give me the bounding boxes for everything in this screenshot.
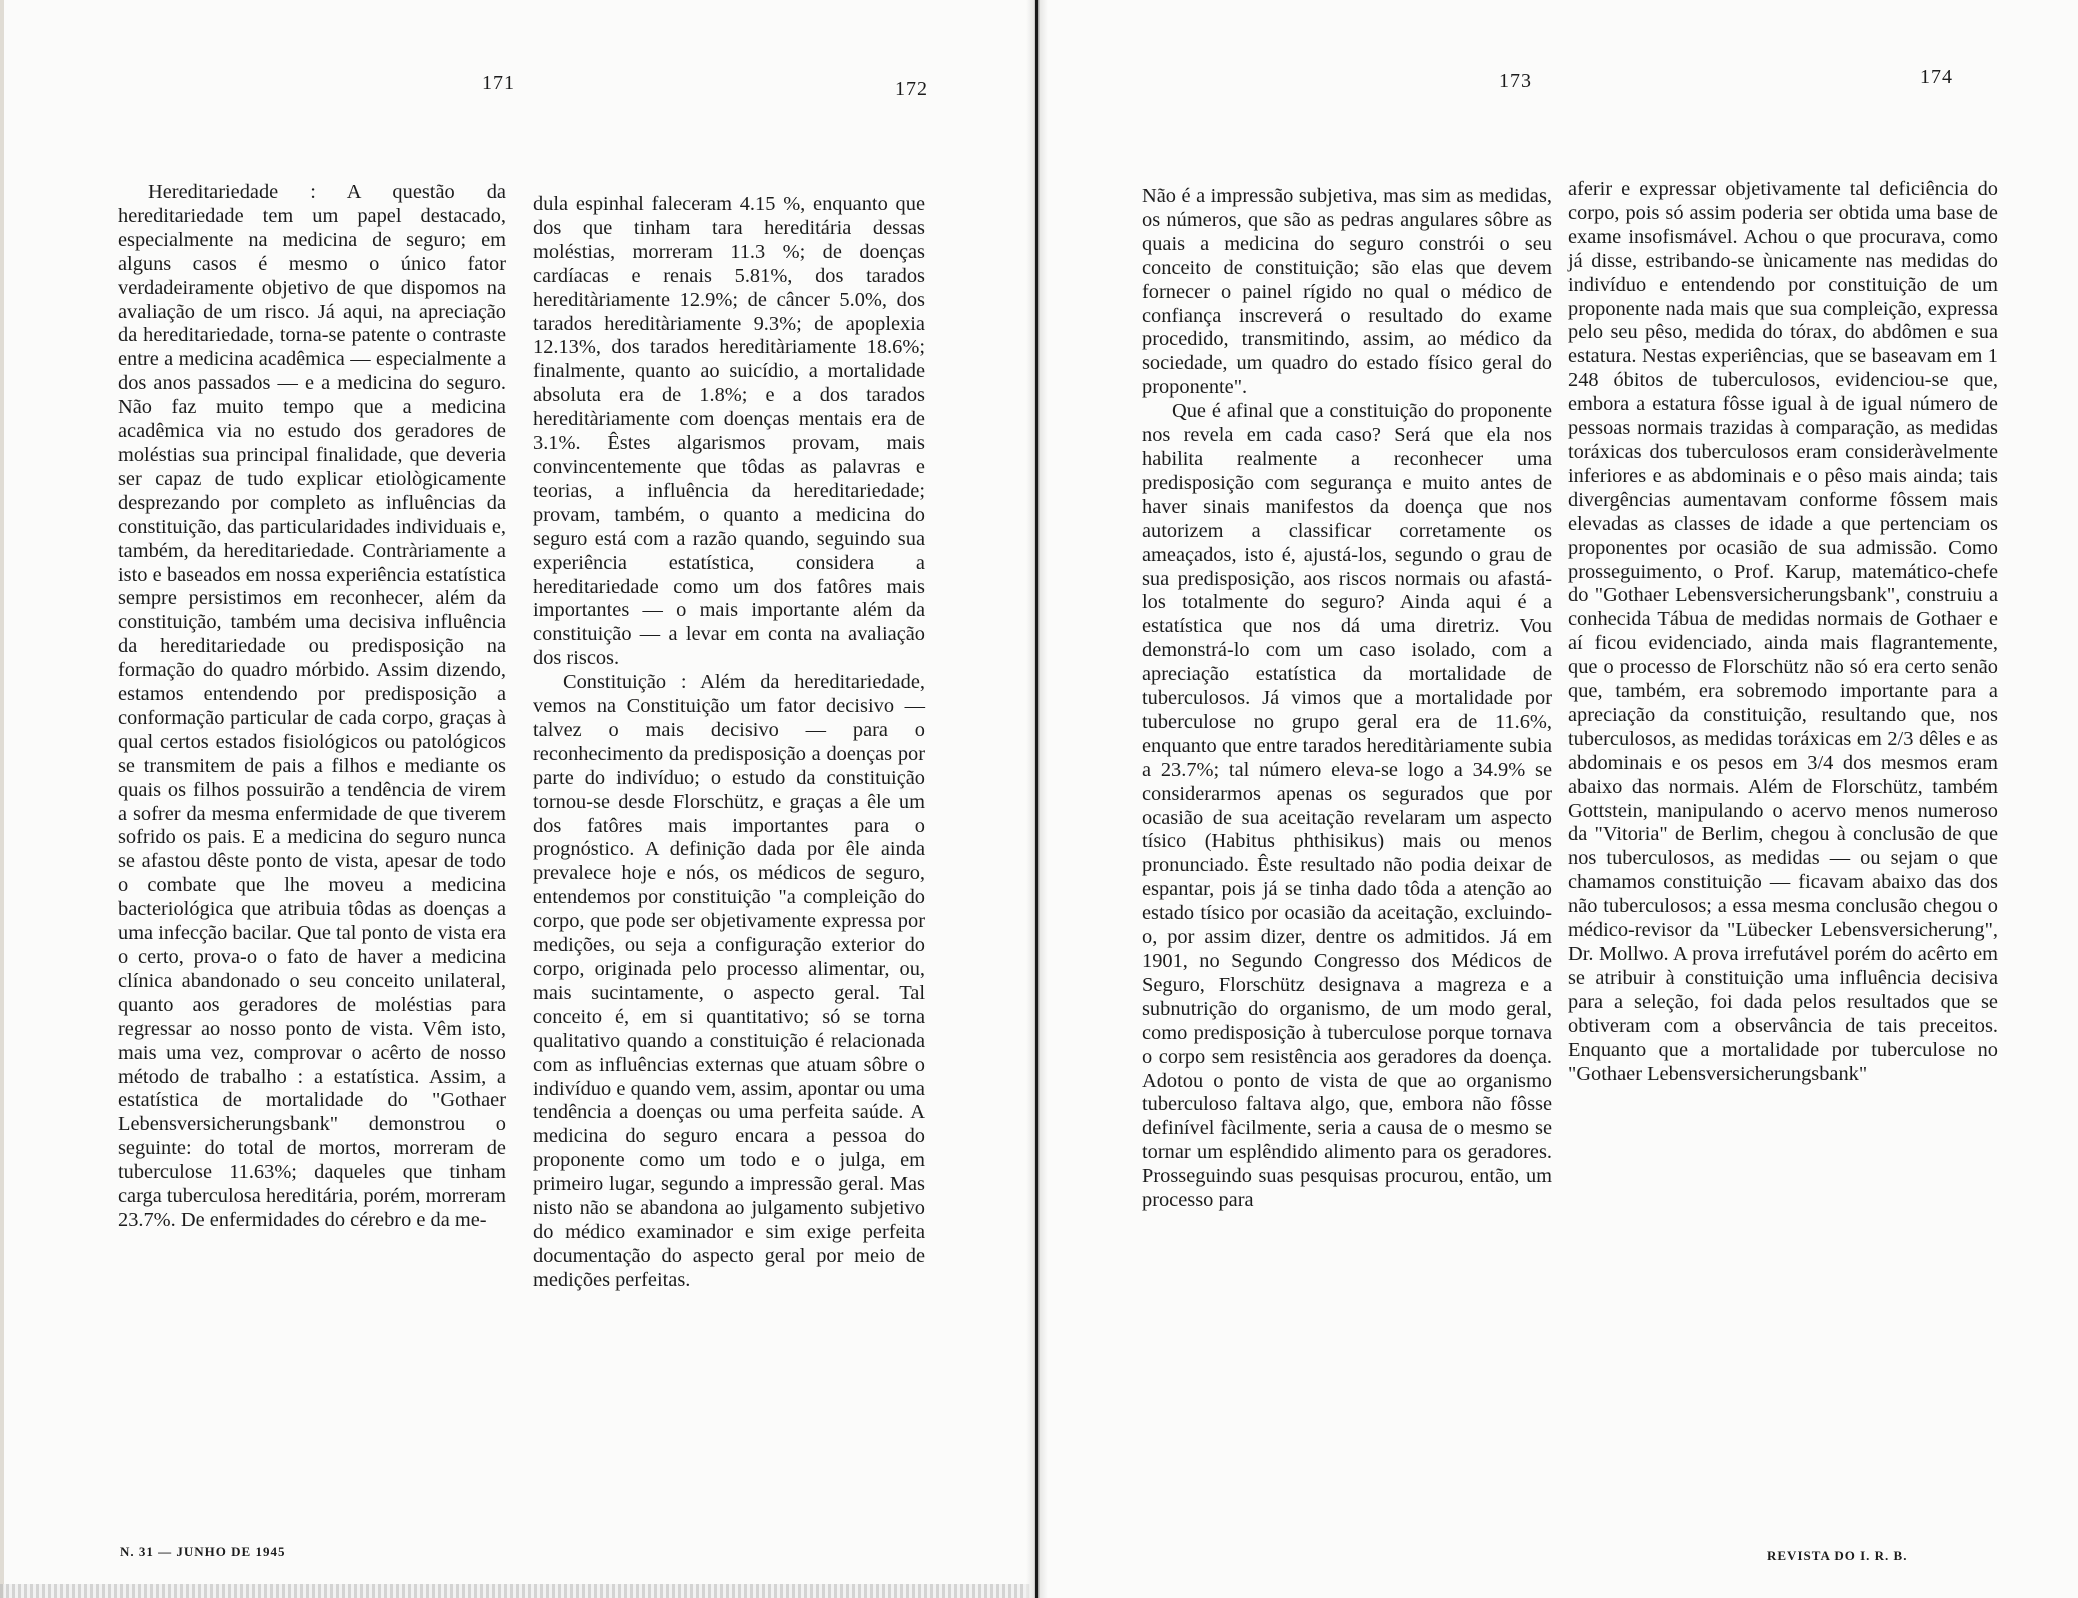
right-page-column-1 bbox=[1142, 185, 1552, 1213]
page-number-174: 174 bbox=[1920, 66, 1953, 88]
paragraph-continuation: dula espinhal faleceram 4.15 %, enquanto que dos que tinham tara hereditária dessas moléstias, morreram 11.3 %; de doenças cardíacas e renais 5.81%, dos tarados hereditàriamente 12.9%; de câncer 5.0%, dos tarados hereditàriamente 9.3%; de apoplexia 12.13%, dos tarados hereditàriamente 18.6%; finalmente, quanto ao suicídio, a mortalidade absoluta era de 1.8%; e a dos tarados hereditàriamente com doenças mentais era de 3.1%. Êstes algarismos provam, mais convincentemente que tôdas as palavras e teorias, a influência da hereditariedade; provam, também, o quanto a medicina do seguro está com a razão quando, seguindo sua experiência estatística, considera a hereditariedade como um dos fatôres mais importantes — o mais importante além da constituição — a levar em conta na avaliação dos riscos. bbox=[533, 193, 925, 670]
page-bottom-edge bbox=[0, 1584, 1030, 1598]
paragraph-hereditariedade: Hereditariedade : A questão da hereditariedade tem um papel destacado, especialmente na medicina de seguro; em alguns casos é mesmo o único fator verdadeiramente objetivo de que dispomos na avaliação de um risco. Já aqui, na apreciação da hereditariedade, torna-se patente o contraste entre a medicina acadêmica — especialmente a dos anos passados — e a medicina do seguro. Não faz muito tempo que a medicina acadêmica via no estudo dos geradores de moléstias sua principal finalidade, que deveria ser capaz de tudo explicar etiològicamente desprezando por completo as influências da constituição, das particularidades individuais e, também, da hereditariedade. Contràriamente a isto e baseados em nossa experiência estatística sempre persistimos em reconhecer, além da constituição, também uma decisiva influência da hereditariedade ou predisposição na formação do quadro mórbido. Assim dizendo, estamos entendendo por predisposição a conformação particular de cada corpo, graças à qual certos estados fisiológicos ou patológicos se transmitem de pais a filhos e mediante os quais os filhos possuirão a tendência de virem a sofrer da mesma enfermidade de que tiverem sofrido os pais. E a medicina do seguro nunca se afastou dêste ponto de vista, apesar de todo o combate que lhe moveu a medicina bacteriológica que atribuia tôdas as doenças a uma infecção bacilar. Que tal ponto de vista era o certo, prova-o o fato de haver a medicina clínica abandonado o seu conceito unilateral, quanto aos geradores de moléstias para regressar ao nosso ponto de vista. Vêm isto, mais uma vez, comprovar o acêrto de nosso método de trabalho : a estatística. Assim, a estatística de mortalidade do "Gothaer Lebensversicherungsbank" demonstrou o seguinte: do total de mortos, morreram de tuberculose 11.63%; daqueles que tinham carga tuberculosa hereditária, porém, morreram 23.7%. De enfermidades do cérebro e da me- bbox=[118, 181, 506, 1231]
page-number-172: 172 bbox=[895, 78, 928, 100]
paragraph-aferir: aferir e expressar objetivamente tal deficiência do corpo, pois só assim poderia ser obtida uma base de exame insofismável. Achou o que procurava, como já disse, estribando-se ùnicamente nas medidas do indivíduo e entendendo por constituição de um proponente nada mais que sua compleição, expressa pelo seu pêso, medida do tórax, do abdômen e sua estatura. Nestas experiências, que se baseavam em 1 248 óbitos de tuberculosos, evidenciou-se que, embora a estatura fôsse igual à de igual número de pessoas normais trazidas à comparação, as medidas toráxicas dos tuberculosos eram consideràvelmente inferiores e as abdominais e o pêso mais ainda; tais divergências aumentavam conforme fôssem mais elevadas as classes de idade a que pertenciam os proponentes por ocasião de sua admissão. Como prosseguimento, o Prof. Karup, matemático-chefe do "Gothaer Lebensversicherungsbank", construiu a conhecida Tábua de medidas normais de Gothaer e aí ficou evidenciado, ainda mais flagrantemente, que o processo de Florschütz não só era certo senão que, também, era sobremodo importante para a apreciação da constituição, resultando que, nos tuberculosos, as medidas toráxicas em 2/3 dêles e as abdominais e os pesos em 3/4 dos mesmos eram abaixo das normais. Além de Florschütz, também Gottstein, manipulando o acervo menos numeroso da "Vitoria" de Berlim, chegou à conclusão de que nos tuberculosos, as medidas — ou sejam o que chamamos constituição — ficavam abaixo das dos não tuberculosos; a essa mesma conclusão chegou o médico-revisor da "Lübecker Lebensversicherung", Dr. Mollwo. A prova irrefutável porém do acêrto em se atribuir à constituição uma influência decisiva para a seleção, foi dada pelos resultados que se obtiveram com a observância de tais preceitos. Enquanto que a mortalidade por tuberculose no "Gothaer Lebensversicherungsbank" bbox=[1568, 178, 1998, 1085]
page-number-171: 171 bbox=[482, 72, 515, 94]
right-footer: REVISTA DO I. R. B. bbox=[1767, 1548, 1908, 1563]
left-page-column-1 bbox=[118, 181, 506, 1233]
paragraph-constituicao: Constituição : Além da hereditariedade, vemos na Constituição um fator decisivo — talvez o mais decisivo — para o reconhecimento da predisposição a doenças por parte do indivíduo; o estudo da constituição tornou-se desde Florschütz, e graças a êle um dos fatôres mais importantes para o prognóstico. A definição dada por êle ainda prevalece hoje e nós, os médicos de seguro, entendemos por constituição "a compleição do corpo, que pode ser objetivamente expressa por medições, ou seja a configuração exterior do corpo, originada pelo processo alimentar, ou, mais sucintamente, o aspecto geral. Tal conceito é, em si quantitativo; só se torna qualitativo quando a constituição é relacionada com as influências externas que atuam sôbre o indivíduo e quando vem, assim, apontar ou uma tendência a doenças ou uma perfeita saúde. A medicina do seguro encara a pessoa do proponente como um todo e o julga, em primeiro lugar, segundo a impressão geral. Mas nisto não se abandona ao julgamento subjetivo do médico examinador e sim exige perfeita documentação do aspecto geral por meio de medições perfeitas. bbox=[533, 671, 925, 1291]
paragraph-continuation: Não é a impressão subjetiva, mas sim as medidas, os números, que são as pedras angulares sôbre as quais a medicina do seguro constrói o seu conceito de constituição; são elas que devem fornecer o painel rígido no qual o médico de confiança inscreverá o resultado do exame procedido, transmitindo, assim, ao médico da sociedade, um quadro do estado físico geral do proponente". bbox=[1142, 185, 1552, 399]
left-page bbox=[0, 0, 1036, 1598]
left-footer: N. 31 — JUNHO DE 1945 bbox=[120, 1544, 286, 1559]
right-page-column-2 bbox=[1568, 178, 1998, 1086]
right-page bbox=[1036, 0, 2078, 1598]
paragraph-que-e-afinal: Que é afinal que a constituição do proponente nos revela em cada caso? Será que ela nos habilita realmente a reconhecer uma predisposição com segurança e muito antes de haver sinais manifestos da doença que nos autorizem a classificar corretamente os ameaçados, isto é, ajustá-los, segundo o grau de sua predisposição, aos riscos normais ou afastá-los totalmente do seguro? Ainda aqui é a estatística que nos dá uma diretriz. Vou demonstrá-lo com um caso isolado, com a apreciação estatística da mortalidade de tuberculosos. Já vimos que a mortalidade por tuberculose no grupo geral era de 11.6%, enquanto que entre tarados hereditàriamente subia a 23.7%; tal número eleva-se logo a 34.9% se considerarmos apenas os segurados que por ocasião de sua aceitação revelaram um aspecto tísico (Habitus phthisikus) mais ou menos pronunciado. Êste resultado não podia deixar de espantar, pois já se tinha dado tôda a atenção ao estado tísico por ocasião da aceitação, excluindo-o, por assim dizer, dentre os admitidos. Já em 1901, no Segundo Congresso dos Médicos de Seguro, Florschütz designava a magreza e a subnutrição do organismo, de um modo geral, como predisposição à tuberculose porque tornava o corpo sem resistência aos geradores da doença. Adotou o ponto de vista de que ao organismo tuberculoso faltava algo, que, embora não fôsse definível fàcilmente, seria a causa de o mesmo se tornar um esplêndido alimento para os geradores. Prosseguindo suas pesquisas procurou, então, um processo para bbox=[1142, 400, 1552, 1212]
left-page-column-2 bbox=[533, 193, 925, 1293]
page-number-173: 173 bbox=[1499, 70, 1532, 92]
